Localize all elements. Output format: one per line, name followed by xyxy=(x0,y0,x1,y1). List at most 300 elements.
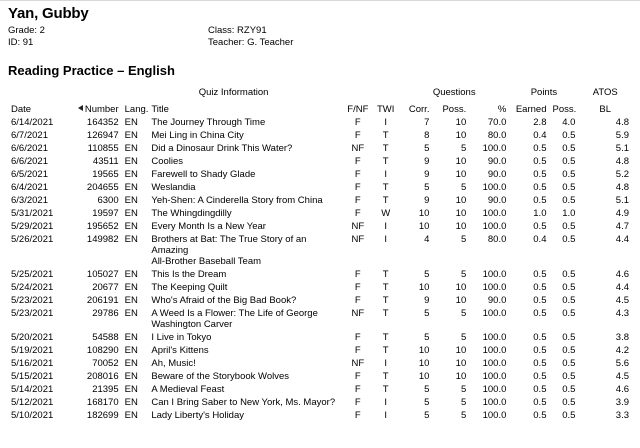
quiz-date: 5/16/2021 xyxy=(11,358,54,369)
questions-percent: 100.0 xyxy=(482,269,507,280)
quiz-title-line2: Washington Carver xyxy=(151,319,233,330)
quiz-fnf: F xyxy=(354,282,361,293)
questions-percent: 100.0 xyxy=(482,384,507,395)
student-info-right-column xyxy=(208,25,468,49)
quiz-lang: EN xyxy=(124,295,138,306)
quiz-number: 54588 xyxy=(92,332,119,343)
quiz-lang: EN xyxy=(124,410,138,421)
quiz-twi: I xyxy=(384,221,387,232)
atos-bl: 4.5 xyxy=(615,295,629,306)
quiz-title xyxy=(148,357,343,370)
atos-bl: 4.4 xyxy=(615,234,629,245)
quiz-lang: EN xyxy=(124,345,138,356)
quiz-title xyxy=(148,370,343,383)
points-earned: 0.5 xyxy=(533,169,547,180)
quiz-date: 5/24/2021 xyxy=(11,282,54,293)
quiz-date: 5/19/2021 xyxy=(11,345,54,356)
quiz-date: 6/7/2021 xyxy=(11,130,48,141)
questions-correct: 9 xyxy=(424,156,430,167)
quiz-title-line1: Weslandia xyxy=(151,182,196,193)
questions-correct: 10 xyxy=(418,345,430,356)
quiz-number: 208016 xyxy=(86,371,119,382)
quiz-title xyxy=(148,344,343,357)
questions-percent: 80.0 xyxy=(487,130,507,141)
table-row[interactable] xyxy=(8,194,632,207)
questions-percent: 100.0 xyxy=(482,397,507,408)
questions-percent: 90.0 xyxy=(487,169,507,180)
points-possible: 0.5 xyxy=(562,182,576,193)
table-row[interactable] xyxy=(8,181,632,194)
quiz-lang: EN xyxy=(124,117,138,128)
column-header-possible[interactable]: Poss. xyxy=(442,104,467,115)
column-header-points-earned[interactable]: Earned xyxy=(515,104,547,115)
quiz-title xyxy=(148,168,343,181)
atos-bl: 5.6 xyxy=(615,358,629,369)
questions-possible: 10 xyxy=(455,169,467,180)
quiz-date: 6/14/2021 xyxy=(11,117,54,128)
table-row[interactable] xyxy=(8,116,632,129)
quiz-fnf: F xyxy=(354,182,361,193)
quiz-lang: EN xyxy=(124,308,138,319)
quiz-lang: EN xyxy=(124,371,138,382)
points-possible: 0.5 xyxy=(562,234,576,245)
quiz-date: 5/31/2021 xyxy=(11,208,54,219)
quiz-title-line1: The Journey Through Time xyxy=(151,117,266,128)
questions-percent: 100.0 xyxy=(482,345,507,356)
quiz-fnf: F xyxy=(354,295,361,306)
quiz-title-line1: Farewell to Shady Glade xyxy=(151,169,256,180)
questions-correct: 10 xyxy=(418,208,430,219)
atos-bl: 5.1 xyxy=(615,195,629,206)
quiz-number: 149982 xyxy=(86,234,119,245)
questions-correct: 10 xyxy=(418,221,430,232)
quiz-twi: I xyxy=(384,117,387,128)
quiz-number: 19565 xyxy=(92,169,119,180)
points-earned: 0.5 xyxy=(533,384,547,395)
questions-percent: 100.0 xyxy=(482,371,507,382)
questions-correct: 9 xyxy=(424,195,430,206)
atos-bl: 4.6 xyxy=(615,269,629,280)
quiz-twi: I xyxy=(384,169,387,180)
table-row[interactable] xyxy=(8,357,632,370)
atos-bl: 4.8 xyxy=(615,156,629,167)
questions-correct: 7 xyxy=(424,117,430,128)
atos-bl: 4.6 xyxy=(615,384,629,395)
questions-correct: 9 xyxy=(424,295,430,306)
points-earned: 0.5 xyxy=(533,269,547,280)
column-header-percent[interactable]: % xyxy=(497,104,507,115)
quiz-date: 6/4/2021 xyxy=(11,182,48,193)
quiz-twi: T xyxy=(382,345,389,356)
quiz-lang: EN xyxy=(124,195,138,206)
quiz-title xyxy=(148,396,343,409)
points-earned: 0.5 xyxy=(533,332,547,343)
quiz-title xyxy=(148,142,343,155)
points-possible: 1.0 xyxy=(562,208,576,219)
questions-correct: 5 xyxy=(424,397,430,408)
quiz-lang: EN xyxy=(124,130,138,141)
table-row[interactable] xyxy=(8,370,632,383)
quiz-number: 204655 xyxy=(86,182,119,193)
atos-bl: 5.2 xyxy=(615,169,629,180)
quiz-twi: T xyxy=(382,195,389,206)
quiz-date: 5/25/2021 xyxy=(11,269,54,280)
atos-bl: 3.3 xyxy=(615,410,629,421)
questions-percent: 80.0 xyxy=(487,234,507,245)
quiz-number: 164352 xyxy=(86,117,119,128)
quiz-date: 6/6/2021 xyxy=(11,156,48,167)
questions-correct: 5 xyxy=(424,332,430,343)
column-header-number-label: Number xyxy=(84,104,119,115)
group-header-questions: Questions xyxy=(432,87,476,98)
quiz-title xyxy=(148,294,343,307)
table-row[interactable] xyxy=(8,168,632,181)
column-header-correct[interactable]: Corr. xyxy=(408,104,430,115)
questions-possible: 10 xyxy=(455,117,467,128)
column-header-lang[interactable]: Lang. xyxy=(124,104,149,115)
quiz-title xyxy=(148,129,343,142)
questions-percent: 90.0 xyxy=(487,195,507,206)
points-possible: 0.5 xyxy=(562,410,576,421)
questions-percent: 100.0 xyxy=(482,282,507,293)
top-divider xyxy=(0,0,640,1)
quiz-title xyxy=(148,409,343,422)
points-possible: 0.5 xyxy=(562,269,576,280)
quiz-number: 108290 xyxy=(86,345,119,356)
questions-possible: 10 xyxy=(455,130,467,141)
quiz-title xyxy=(148,383,343,396)
table-head xyxy=(8,86,632,116)
quiz-date: 5/29/2021 xyxy=(11,221,54,232)
quiz-number: 70052 xyxy=(92,358,119,369)
quiz-number: 43511 xyxy=(92,156,119,167)
quiz-number: 195652 xyxy=(86,221,119,232)
points-earned: 0.5 xyxy=(533,221,547,232)
points-earned: 0.5 xyxy=(533,345,547,356)
quiz-fnf: F xyxy=(354,195,361,206)
quiz-title-line2: All-Brother Baseball Team xyxy=(151,256,262,267)
quiz-lang: EN xyxy=(124,358,138,369)
quiz-twi: T xyxy=(382,371,389,382)
questions-possible: 10 xyxy=(455,282,467,293)
points-earned: 0.5 xyxy=(533,282,547,293)
quiz-fnf: F xyxy=(354,117,361,128)
quiz-twi: W xyxy=(381,208,391,219)
quiz-number: 126947 xyxy=(86,130,119,141)
quiz-twi: T xyxy=(382,384,389,395)
quiz-title-line1: Mei Ling in China City xyxy=(151,130,244,141)
quiz-date: 5/23/2021 xyxy=(11,308,54,319)
points-possible: 0.5 xyxy=(562,156,576,167)
points-possible: 0.5 xyxy=(562,282,576,293)
points-possible: 0.5 xyxy=(562,308,576,319)
group-header-atos: ATOS xyxy=(592,87,618,98)
quiz-twi: T xyxy=(382,282,389,293)
points-possible: 0.5 xyxy=(562,169,576,180)
quiz-date: 6/6/2021 xyxy=(11,143,48,154)
table-body xyxy=(8,116,632,422)
questions-possible: 5 xyxy=(460,234,467,245)
questions-possible: 5 xyxy=(460,308,467,319)
questions-correct: 10 xyxy=(418,282,430,293)
questions-possible: 5 xyxy=(460,143,467,154)
questions-possible: 10 xyxy=(455,156,467,167)
table-row[interactable] xyxy=(8,396,632,409)
quiz-fnf: NF xyxy=(351,234,365,245)
questions-possible: 10 xyxy=(455,221,467,232)
points-earned: 0.5 xyxy=(533,295,547,306)
points-earned: 0.5 xyxy=(533,182,547,193)
sort-left-arrow-icon xyxy=(78,105,83,111)
quiz-title-line1: The Whingdingdilly xyxy=(151,208,232,219)
questions-correct: 5 xyxy=(424,182,430,193)
questions-percent: 70.0 xyxy=(487,117,507,128)
quiz-title xyxy=(148,281,343,294)
quiz-title xyxy=(148,116,343,129)
points-possible: 0.5 xyxy=(562,345,576,356)
questions-percent: 100.0 xyxy=(482,332,507,343)
questions-possible: 5 xyxy=(460,384,467,395)
group-header-blank xyxy=(8,86,68,101)
atos-bl: 4.8 xyxy=(615,182,629,193)
quiz-fnf: NF xyxy=(351,308,365,319)
questions-possible: 10 xyxy=(455,295,467,306)
table-row[interactable] xyxy=(8,233,632,268)
questions-possible: 10 xyxy=(455,208,467,219)
quiz-number: 105027 xyxy=(86,269,119,280)
column-header-twi[interactable]: TWI xyxy=(376,104,395,115)
quiz-fnf: NF xyxy=(351,221,365,232)
quiz-fnf: F xyxy=(354,410,361,421)
quiz-date: 5/10/2021 xyxy=(11,410,54,421)
quiz-title xyxy=(148,233,343,268)
questions-percent: 100.0 xyxy=(482,221,507,232)
points-earned: 0.5 xyxy=(533,397,547,408)
questions-correct: 8 xyxy=(424,130,430,141)
quiz-number: 206191 xyxy=(86,295,119,306)
quiz-fnf: F xyxy=(354,384,361,395)
quiz-title-line1: The Keeping Quilt xyxy=(151,282,228,293)
student-info-left-column xyxy=(8,25,208,49)
questions-percent: 100.0 xyxy=(482,308,507,319)
quiz-number: 20677 xyxy=(92,282,119,293)
table-row[interactable] xyxy=(8,409,632,422)
table-sub-header-row xyxy=(8,101,632,116)
questions-correct: 5 xyxy=(424,384,430,395)
table-row[interactable] xyxy=(8,344,632,357)
quiz-date: 6/5/2021 xyxy=(11,169,48,180)
quiz-lang: EN xyxy=(124,143,138,154)
table-row[interactable] xyxy=(8,155,632,168)
points-possible: 4.0 xyxy=(562,117,576,128)
quiz-date: 6/3/2021 xyxy=(11,195,48,206)
table-row[interactable] xyxy=(8,383,632,396)
points-earned: 0.5 xyxy=(533,308,547,319)
quiz-number: 29786 xyxy=(92,308,119,319)
quiz-twi: T xyxy=(382,308,389,319)
quiz-fnf: F xyxy=(354,332,361,343)
quiz-title-line1: Who's Afraid of the Big Bad Book? xyxy=(151,295,297,306)
points-possible: 0.5 xyxy=(562,143,576,154)
atos-bl: 4.9 xyxy=(615,208,629,219)
quiz-number: 182699 xyxy=(86,410,119,421)
questions-percent: 100.0 xyxy=(482,358,507,369)
questions-percent: 100.0 xyxy=(482,208,507,219)
column-header-date[interactable]: Date xyxy=(11,104,32,115)
quiz-title-line1: Brothers at Bat: The True Story of an Amazing xyxy=(151,234,307,256)
atos-bl: 3.8 xyxy=(615,332,629,343)
section-title: Reading Practice – English xyxy=(8,63,175,78)
atos-bl: 3.9 xyxy=(615,397,629,408)
quiz-twi: T xyxy=(382,143,389,154)
points-earned: 1.0 xyxy=(533,208,547,219)
quiz-lang: EN xyxy=(124,221,138,232)
questions-possible: 10 xyxy=(455,195,467,206)
questions-percent: 100.0 xyxy=(482,182,507,193)
table-row[interactable] xyxy=(8,307,632,331)
quiz-number: 6300 xyxy=(97,195,119,206)
student-teacher: Teacher: G. Teacher xyxy=(208,37,294,48)
column-header-points-possible[interactable]: Poss. xyxy=(552,104,577,115)
table-row[interactable] xyxy=(8,281,632,294)
quiz-date: 5/12/2021 xyxy=(11,397,54,408)
quiz-title-line1: A Weed Is a Flower: The Life of George xyxy=(151,308,318,319)
student-grade: Grade: 2 xyxy=(8,25,45,36)
student-class: Class: RZY91 xyxy=(208,25,267,36)
quiz-title-line1: April's Kittens xyxy=(151,345,209,356)
quiz-title-line1: Can I Bring Saber to New York, Ms. Mayor? xyxy=(151,397,336,408)
quiz-title-line1: Coolies xyxy=(151,156,184,167)
points-possible: 0.5 xyxy=(562,358,576,369)
questions-percent: 90.0 xyxy=(487,156,507,167)
atos-bl: 5.1 xyxy=(615,143,629,154)
quiz-twi: I xyxy=(384,397,387,408)
questions-correct: 10 xyxy=(418,371,430,382)
table-row[interactable] xyxy=(8,207,632,220)
quiz-twi: I xyxy=(384,234,387,245)
questions-correct: 10 xyxy=(418,358,430,369)
reading-practice-table-wrapper xyxy=(8,86,632,422)
points-earned: 2.8 xyxy=(533,117,547,128)
quiz-fnf: F xyxy=(354,208,361,219)
questions-correct: 5 xyxy=(424,308,430,319)
quiz-fnf: F xyxy=(354,371,361,382)
points-possible: 0.5 xyxy=(562,130,576,141)
quiz-number: 168170 xyxy=(86,397,119,408)
group-header-points: Points xyxy=(530,87,558,98)
quiz-title xyxy=(148,181,343,194)
atos-bl: 4.7 xyxy=(615,221,629,232)
column-header-atos-bl[interactable]: BL xyxy=(599,104,612,115)
quiz-twi: T xyxy=(382,332,389,343)
quiz-fnf: F xyxy=(354,269,361,280)
student-id: ID: 91 xyxy=(8,37,34,48)
quiz-twi: T xyxy=(382,182,389,193)
points-earned: 0.5 xyxy=(533,195,547,206)
quiz-twi: I xyxy=(384,410,387,421)
quiz-date: 5/14/2021 xyxy=(11,384,54,395)
quiz-lang: EN xyxy=(124,397,138,408)
table-row[interactable] xyxy=(8,268,632,281)
questions-possible: 5 xyxy=(460,332,467,343)
table-row[interactable] xyxy=(8,220,632,233)
atos-bl: 5.9 xyxy=(615,130,629,141)
points-possible: 0.5 xyxy=(562,371,576,382)
quiz-number: 21395 xyxy=(92,384,119,395)
quiz-lang: EN xyxy=(124,332,138,343)
points-possible: 0.5 xyxy=(562,332,576,343)
student-name: Yan, Gubby xyxy=(8,5,89,22)
quiz-date: 5/15/2021 xyxy=(11,371,54,382)
points-possible: 0.5 xyxy=(562,295,576,306)
quiz-fnf: F xyxy=(354,156,361,167)
questions-possible: 5 xyxy=(460,397,467,408)
atos-bl: 4.8 xyxy=(615,117,629,128)
questions-possible: 10 xyxy=(455,371,467,382)
table-group-header-row xyxy=(8,86,632,101)
points-earned: 0.4 xyxy=(533,130,547,141)
atos-bl: 4.4 xyxy=(615,282,629,293)
quiz-lang: EN xyxy=(124,384,138,395)
questions-correct: 4 xyxy=(424,234,430,245)
table-row[interactable] xyxy=(8,142,632,155)
quiz-date: 5/20/2021 xyxy=(11,332,54,343)
questions-correct: 5 xyxy=(424,143,430,154)
quiz-lang: EN xyxy=(124,182,138,193)
quiz-lang: EN xyxy=(124,169,138,180)
points-earned: 0.5 xyxy=(533,143,547,154)
quiz-twi: T xyxy=(382,269,389,280)
questions-possible: 5 xyxy=(460,269,467,280)
questions-possible: 5 xyxy=(460,410,467,421)
quiz-twi: T xyxy=(382,295,389,306)
quiz-number: 110855 xyxy=(87,143,119,154)
quiz-fnf: F xyxy=(354,169,361,180)
atos-bl: 4.3 xyxy=(615,308,629,319)
questions-percent: 100.0 xyxy=(482,410,507,421)
points-earned: 0.5 xyxy=(533,410,547,421)
quiz-title xyxy=(148,268,343,281)
questions-correct: 9 xyxy=(424,169,430,180)
quiz-title-line1: Every Month Is a New Year xyxy=(151,221,266,232)
quiz-fnf: F xyxy=(354,397,361,408)
column-header-fnf[interactable]: F/NF xyxy=(347,104,369,115)
quiz-fnf: NF xyxy=(351,358,365,369)
table-row[interactable] xyxy=(8,129,632,142)
quiz-title-line1: Ah, Music! xyxy=(151,358,196,369)
quiz-lang: EN xyxy=(124,156,138,167)
quiz-title-line1: Lady Liberty's Holiday xyxy=(151,410,244,421)
table-row[interactable] xyxy=(8,294,632,307)
column-header-title[interactable]: Title xyxy=(151,104,169,115)
quiz-title xyxy=(148,155,343,168)
questions-correct: 5 xyxy=(424,269,430,280)
quiz-lang: EN xyxy=(124,269,138,280)
quiz-twi: T xyxy=(382,130,389,141)
points-earned: 0.5 xyxy=(533,371,547,382)
quiz-title-line1: I Live in Tokyo xyxy=(151,332,212,343)
quiz-title xyxy=(148,220,343,233)
questions-possible: 10 xyxy=(455,358,467,369)
table-row[interactable] xyxy=(8,331,632,344)
quiz-title xyxy=(148,207,343,220)
reading-practice-table xyxy=(8,86,632,422)
points-possible: 0.5 xyxy=(562,384,576,395)
points-possible: 0.5 xyxy=(562,221,576,232)
quiz-title xyxy=(148,307,343,331)
column-header-number[interactable] xyxy=(68,101,121,116)
points-possible: 0.5 xyxy=(562,397,576,408)
